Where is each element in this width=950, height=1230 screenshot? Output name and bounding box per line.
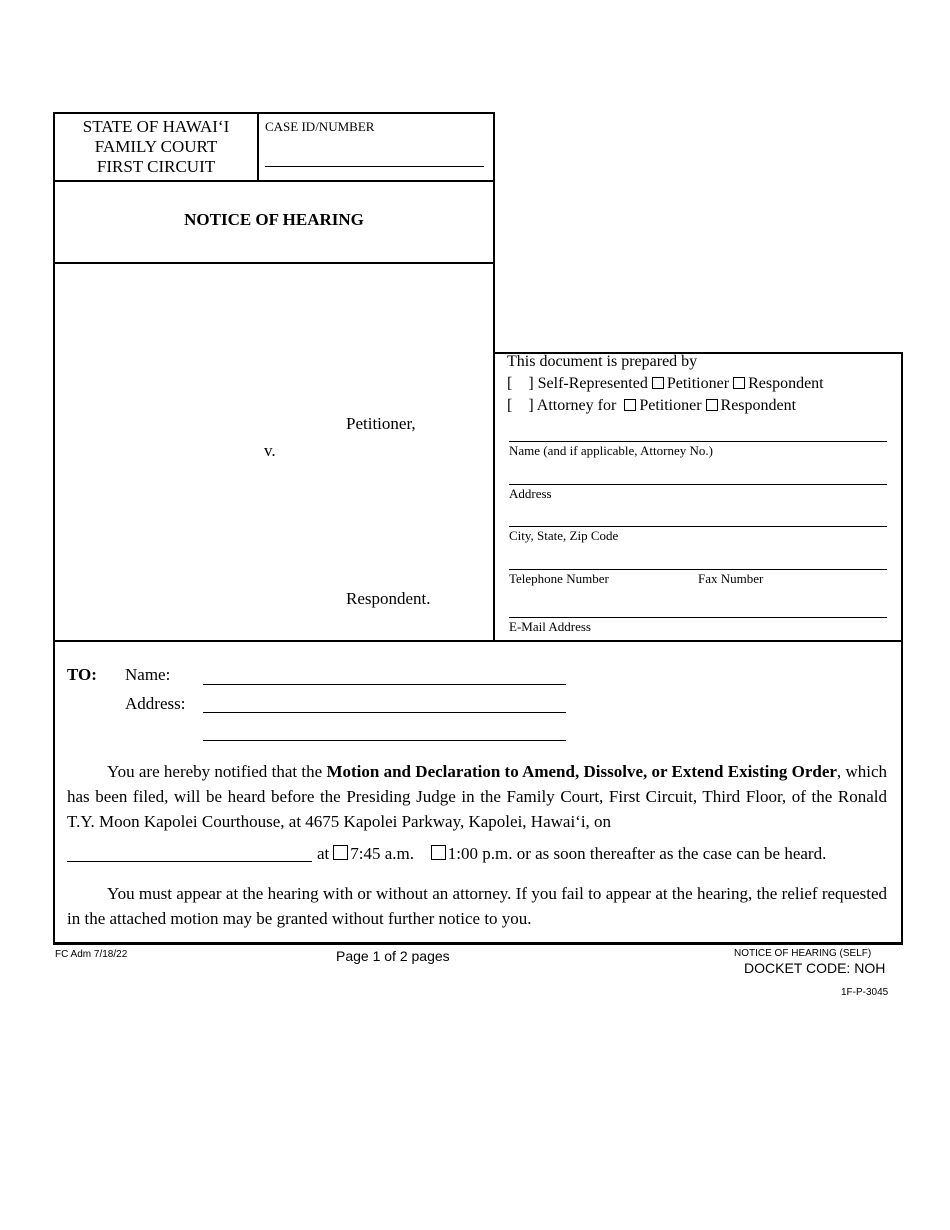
self-represented-label: Self-Represented <box>537 375 648 392</box>
form-number: 1F-P-3045 <box>841 987 889 998</box>
notice-text-start: You are hereby notified that the <box>107 762 327 781</box>
header-divider <box>257 113 259 181</box>
form-id: FC Adm 7/18/22 <box>55 949 128 960</box>
court-family: FAMILY COURT <box>94 137 218 156</box>
form-bottom-border <box>53 942 903 945</box>
attorney-for-label: Attorney for <box>536 397 617 414</box>
page-number: Page 1 of 2 pages <box>336 948 450 964</box>
attorney-petitioner-label: Petitioner <box>639 397 702 414</box>
name-field-label: Name (and if applicable, Attorney No.) <box>509 443 713 458</box>
docket-code: DOCKET CODE: NOH <box>744 960 886 976</box>
phone-input-line[interactable] <box>509 569 887 570</box>
case-id-input-line[interactable] <box>265 166 484 167</box>
court-state: STATE OF HAWAI‘I <box>82 117 230 136</box>
right-border <box>901 352 903 944</box>
caption-left-border <box>53 262 55 944</box>
time-100-label: 1:00 p.m. or as soon thereafter as the case can be heard. <box>447 844 827 863</box>
motion-title: Motion and Declaration to Amend, Dissolve, or Extend Existing Order <box>326 762 837 781</box>
attorney-checkbox[interactable]: [ ] <box>507 397 534 414</box>
prepared-row-attorney <box>507 397 796 415</box>
court-circuit: FIRST CIRCUIT <box>96 157 216 176</box>
to-address-label: Address: <box>125 694 186 713</box>
self-respondent-checkbox[interactable] <box>733 377 745 389</box>
city-input-line[interactable] <box>509 526 887 527</box>
versus-label: v. <box>264 441 276 460</box>
fax-field-label: Fax Number <box>698 571 764 586</box>
city-field-label: City, State, Zip Code <box>509 528 619 543</box>
notice-text-end: , which has been filed, will be heard before the Presiding Judge in the Family Court, First Circuit, Third Floor, of the Ronald T.Y. Moon Kapolei Courthouse, at 4675 Kapolei Parkway, Kapolei, Hawai‘i, on <box>67 762 888 831</box>
attorney-respondent-checkbox[interactable] <box>706 399 718 411</box>
case-id-label: CASE ID/NUMBER <box>265 119 375 134</box>
notice-paragraph <box>67 759 887 834</box>
hearing-date-input-line[interactable] <box>67 861 312 862</box>
to-address-input-line-2[interactable] <box>203 740 566 741</box>
time-100-checkbox[interactable] <box>431 845 446 860</box>
prepared-row-self <box>507 375 824 393</box>
time-745-label: 7:45 a.m. <box>350 844 415 863</box>
address-field-label: Address <box>509 486 552 501</box>
at-label: at <box>317 844 330 863</box>
self-petitioner-label: Petitioner <box>666 375 730 392</box>
appearance-paragraph: You must appear at the hearing with or without an attorney. If you fail to appear at the hearing, the relief requested in the attached motion may be granted without further notice to you. <box>67 884 887 928</box>
court-name <box>55 117 257 177</box>
self-represented-checkbox[interactable]: [ ] <box>507 375 534 392</box>
self-petitioner-checkbox[interactable] <box>652 377 664 389</box>
to-label: TO: <box>67 665 97 684</box>
time-745-checkbox[interactable] <box>333 845 348 860</box>
name-input-line[interactable] <box>509 441 887 442</box>
caption-middle-border <box>493 262 495 642</box>
hearing-time-row <box>317 844 826 864</box>
caption-bottom-border <box>53 640 903 642</box>
attorney-petitioner-checkbox[interactable] <box>624 399 636 411</box>
to-name-input-line[interactable] <box>203 684 566 685</box>
telephone-field-label: Telephone Number <box>509 571 609 586</box>
document-title-footer: NOTICE OF HEARING (SELF) <box>734 948 872 959</box>
attorney-respondent-label: Respondent <box>720 397 797 414</box>
address-input-line[interactable] <box>509 484 887 485</box>
petitioner-label: Petitioner, <box>346 414 416 433</box>
self-respondent-label: Respondent <box>748 375 824 392</box>
prepared-by-heading: This document is prepared by <box>507 353 698 370</box>
to-name-label: Name: <box>125 665 171 684</box>
respondent-label: Respondent. <box>346 589 431 608</box>
to-address-input-line-1[interactable] <box>203 712 566 713</box>
email-field-label: E-Mail Address <box>509 619 591 634</box>
email-input-line[interactable] <box>509 617 887 618</box>
page-title: NOTICE OF HEARING <box>184 210 364 229</box>
